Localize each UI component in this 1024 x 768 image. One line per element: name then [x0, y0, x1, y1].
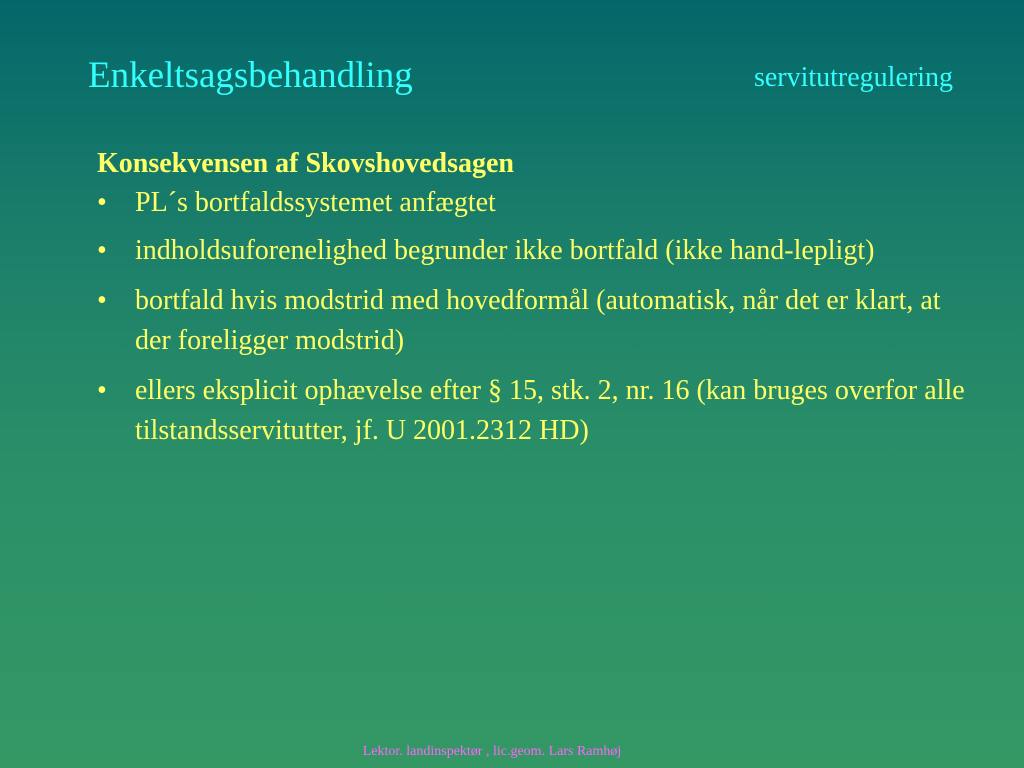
bullet-icon: • — [97, 375, 107, 406]
bullet-text: PL´s bortfaldssystemet anfægtet — [135, 187, 496, 218]
bullet-text: bortfald hvis modstrid med hovedformål (automatisk, når det er klart, at der foreligger modstrid) — [135, 285, 941, 356]
bullet-icon: • — [97, 235, 107, 266]
bullet-item — [97, 183, 967, 223]
slide-title: Enkeltsagsbehandling — [88, 55, 413, 96]
bullet-icon: • — [97, 187, 107, 218]
bullet-icon: • — [97, 285, 107, 316]
bullet-item — [97, 371, 967, 451]
content-heading: Konsekvensen af Skovshovedsagen — [97, 148, 514, 179]
slide-footer — [0, 744, 1024, 760]
bullet-item — [97, 281, 967, 361]
slide-subtitle: servitutregulering — [753, 62, 953, 93]
footer-text: Lektor. landinspektør , lic.geom. Lars Ramhøj — [362, 744, 622, 759]
bullet-list — [97, 183, 967, 451]
bullet-item — [97, 231, 967, 271]
slide-content — [97, 145, 967, 461]
bullet-text: indholdsuforenelighed begrunder ikke bortfald (ikke hand-lepligt) — [135, 235, 875, 266]
bullet-text: ellers eksplicit ophævelse efter § 15, stk. 2, nr. 16 (kan bruges overfor alle tilstandsservitutter, jf. U 2001.2312 HD) — [135, 375, 965, 446]
